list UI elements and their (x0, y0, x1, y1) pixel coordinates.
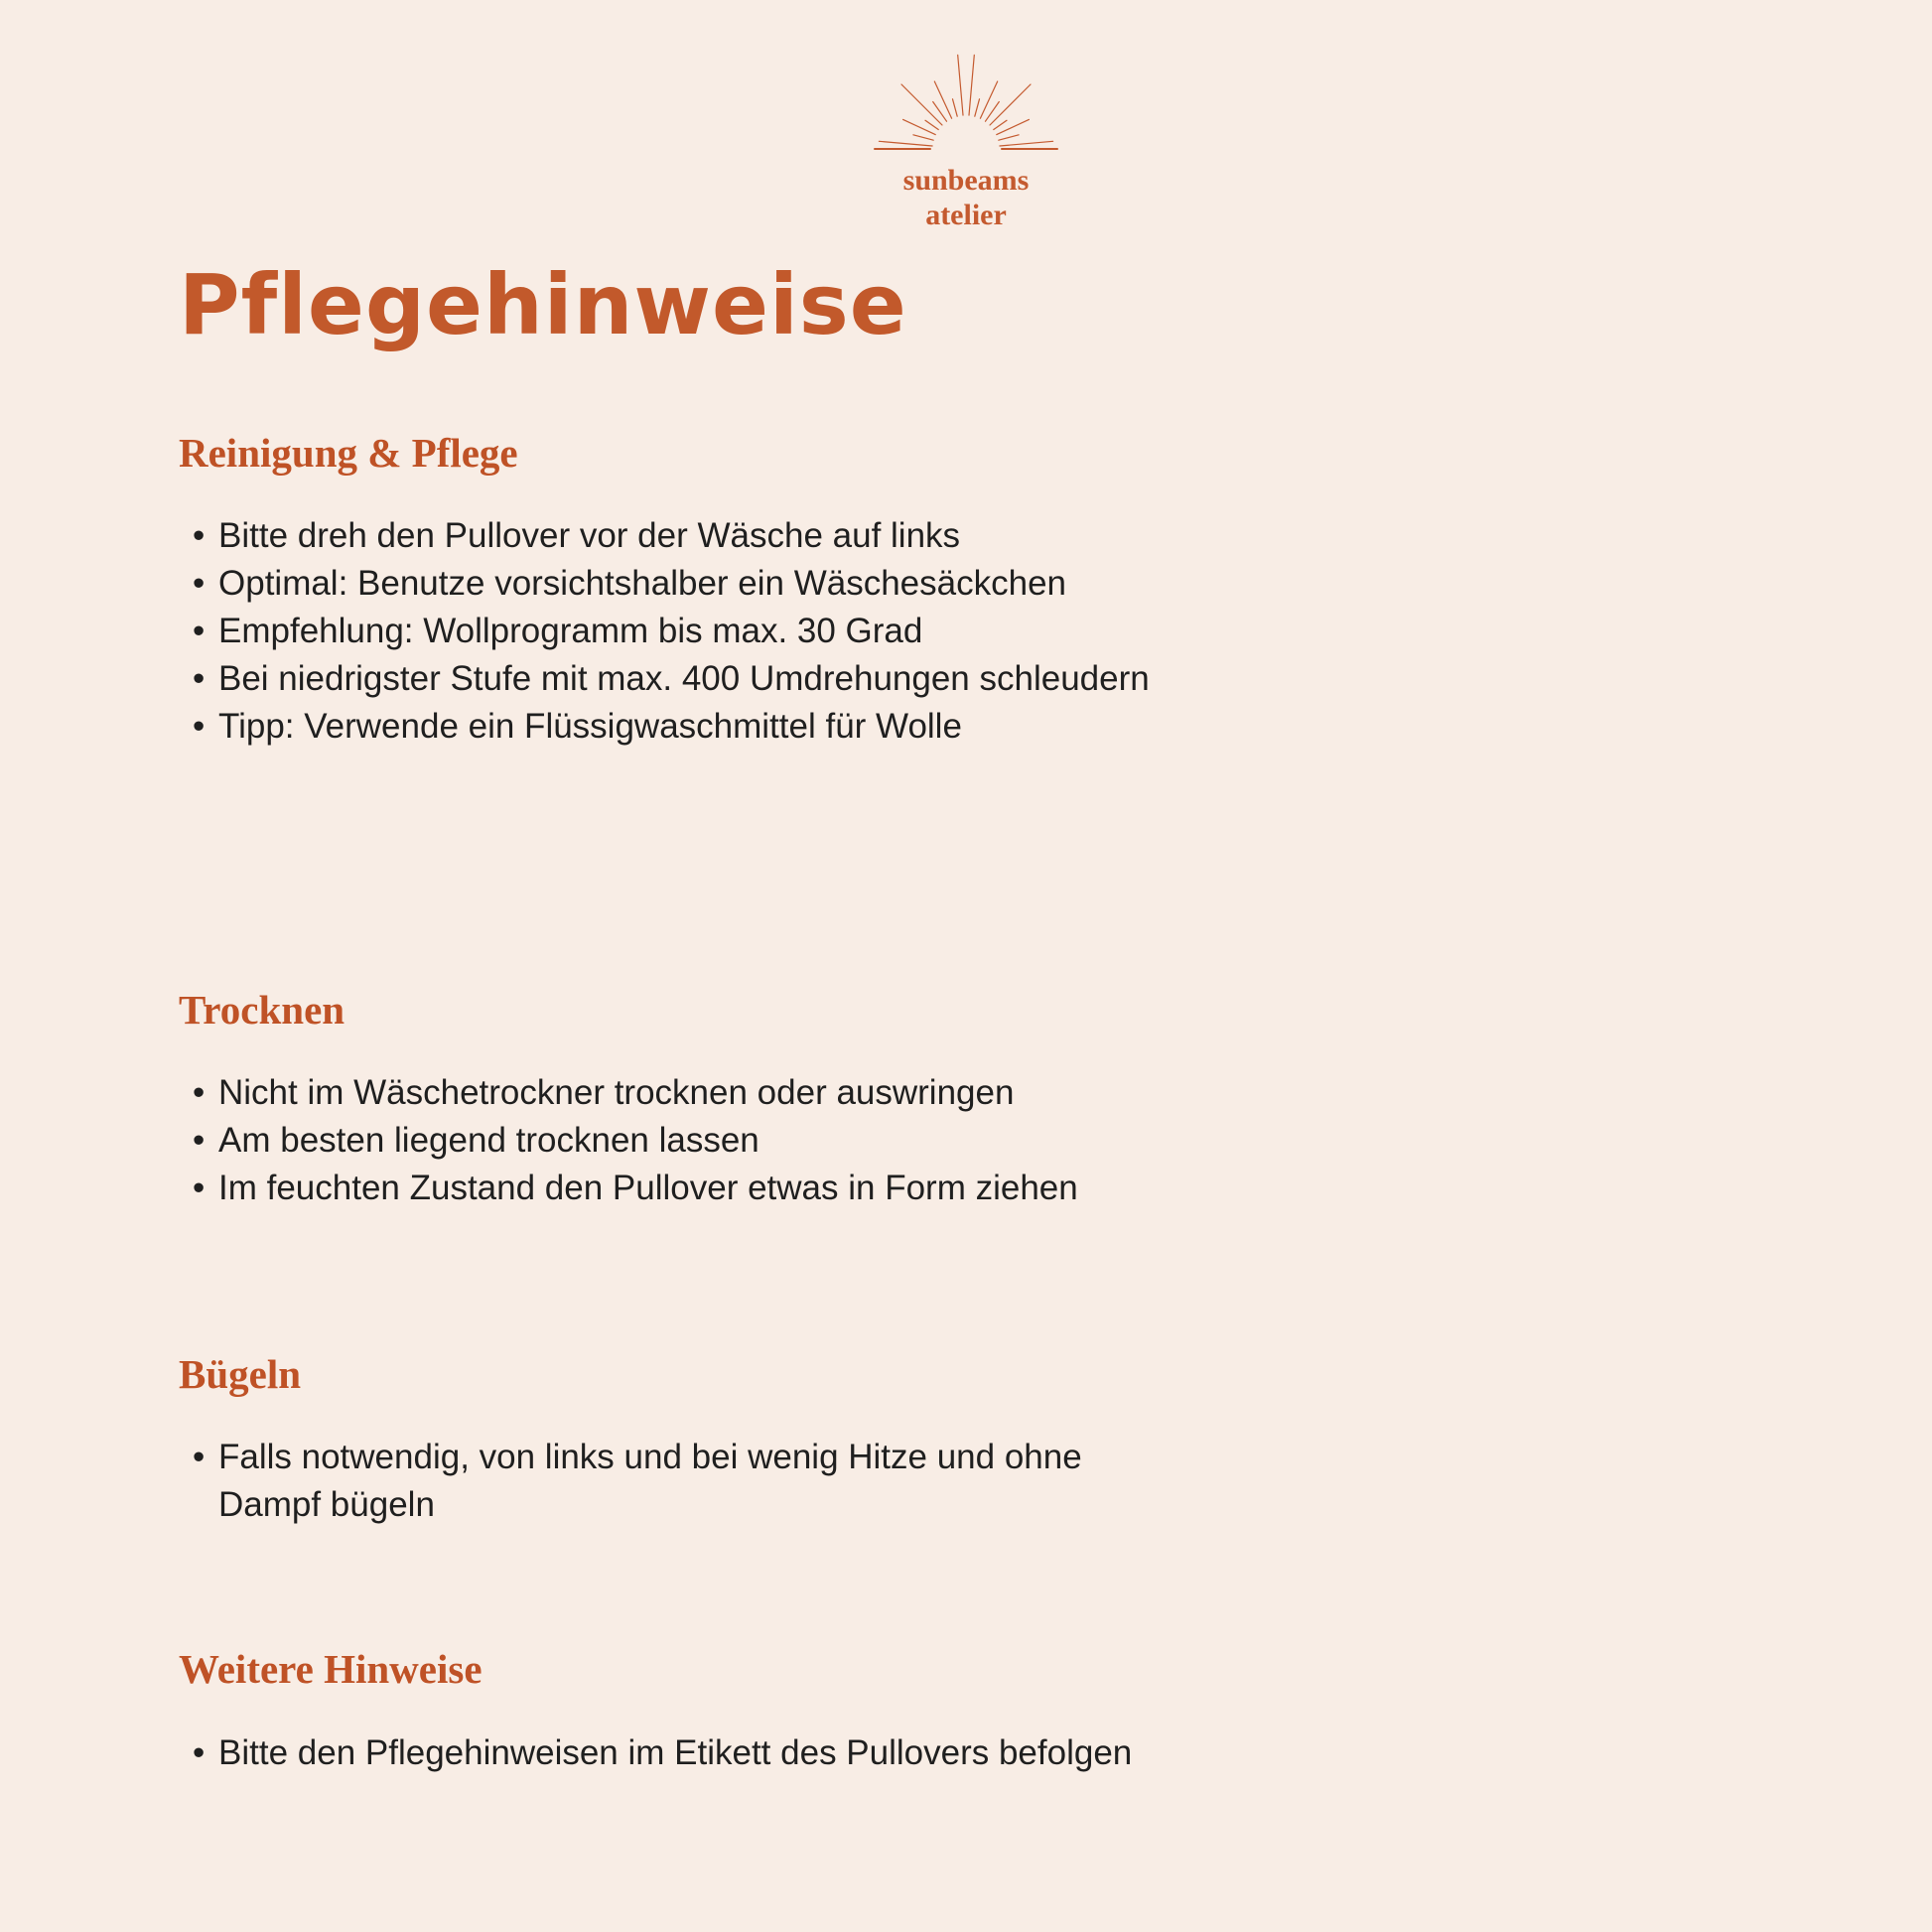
page-title: Pflegehinweise (179, 256, 907, 353)
section-heading-weitere-hinweise: Weitere Hinweise (179, 1646, 483, 1693)
section-weitere-hinweise (179, 1646, 1753, 1776)
section-heading-buegeln: Bügeln (179, 1351, 302, 1398)
section-buegeln (179, 1351, 1753, 1529)
list-item: • Empfehlung: Wollprogramm bis max. 30 Grad (218, 608, 1753, 655)
list-item: • Am besten liegend trocknen lassen (218, 1117, 1753, 1165)
list-item: • Bitte den Pflegehinweisen im Etikett des Pullovers befolgen (218, 1729, 1753, 1777)
brand-name-line1: sunbeams (902, 164, 1030, 197)
list-item: • Bitte dreh den Pullover vor der Wäsche auf links (218, 512, 1753, 560)
brand-logo (0, 45, 1932, 231)
bullet-list-trocknen (179, 1069, 1753, 1212)
sunburst-icon (867, 45, 1065, 162)
list-item: • Im feuchten Zustand den Pullover etwas in Form ziehen (218, 1165, 1753, 1212)
section-trocknen (179, 987, 1753, 1212)
bullet-list-weitere-hinweise (179, 1729, 1753, 1777)
list-item: • Tipp: Verwende ein Flüssigwaschmittel für Wolle (218, 703, 1753, 751)
content-area (0, 256, 1932, 1777)
list-item: • Nicht im Wäschetrockner trocknen oder auswringen (218, 1069, 1753, 1117)
section-heading-reinigung-pflege: Reinigung & Pflege (179, 430, 518, 476)
bullet-list-reinigung-pflege (179, 512, 1753, 751)
section-reinigung-pflege (179, 430, 1753, 751)
bullet-list-buegeln (179, 1434, 1753, 1529)
section-heading-trocknen: Trocknen (179, 987, 345, 1034)
list-item: • Optimal: Benutze vorsichtshalber ein Wäschesäckchen (218, 560, 1753, 608)
brand-name-line2: atelier (925, 199, 1007, 231)
list-item: • Falls notwendig, von links und bei wenig Hitze und ohne Dampf bügeln (218, 1434, 1122, 1529)
list-item: • Bei niedrigster Stufe mit max. 400 Umdrehungen schleudern (218, 655, 1753, 703)
